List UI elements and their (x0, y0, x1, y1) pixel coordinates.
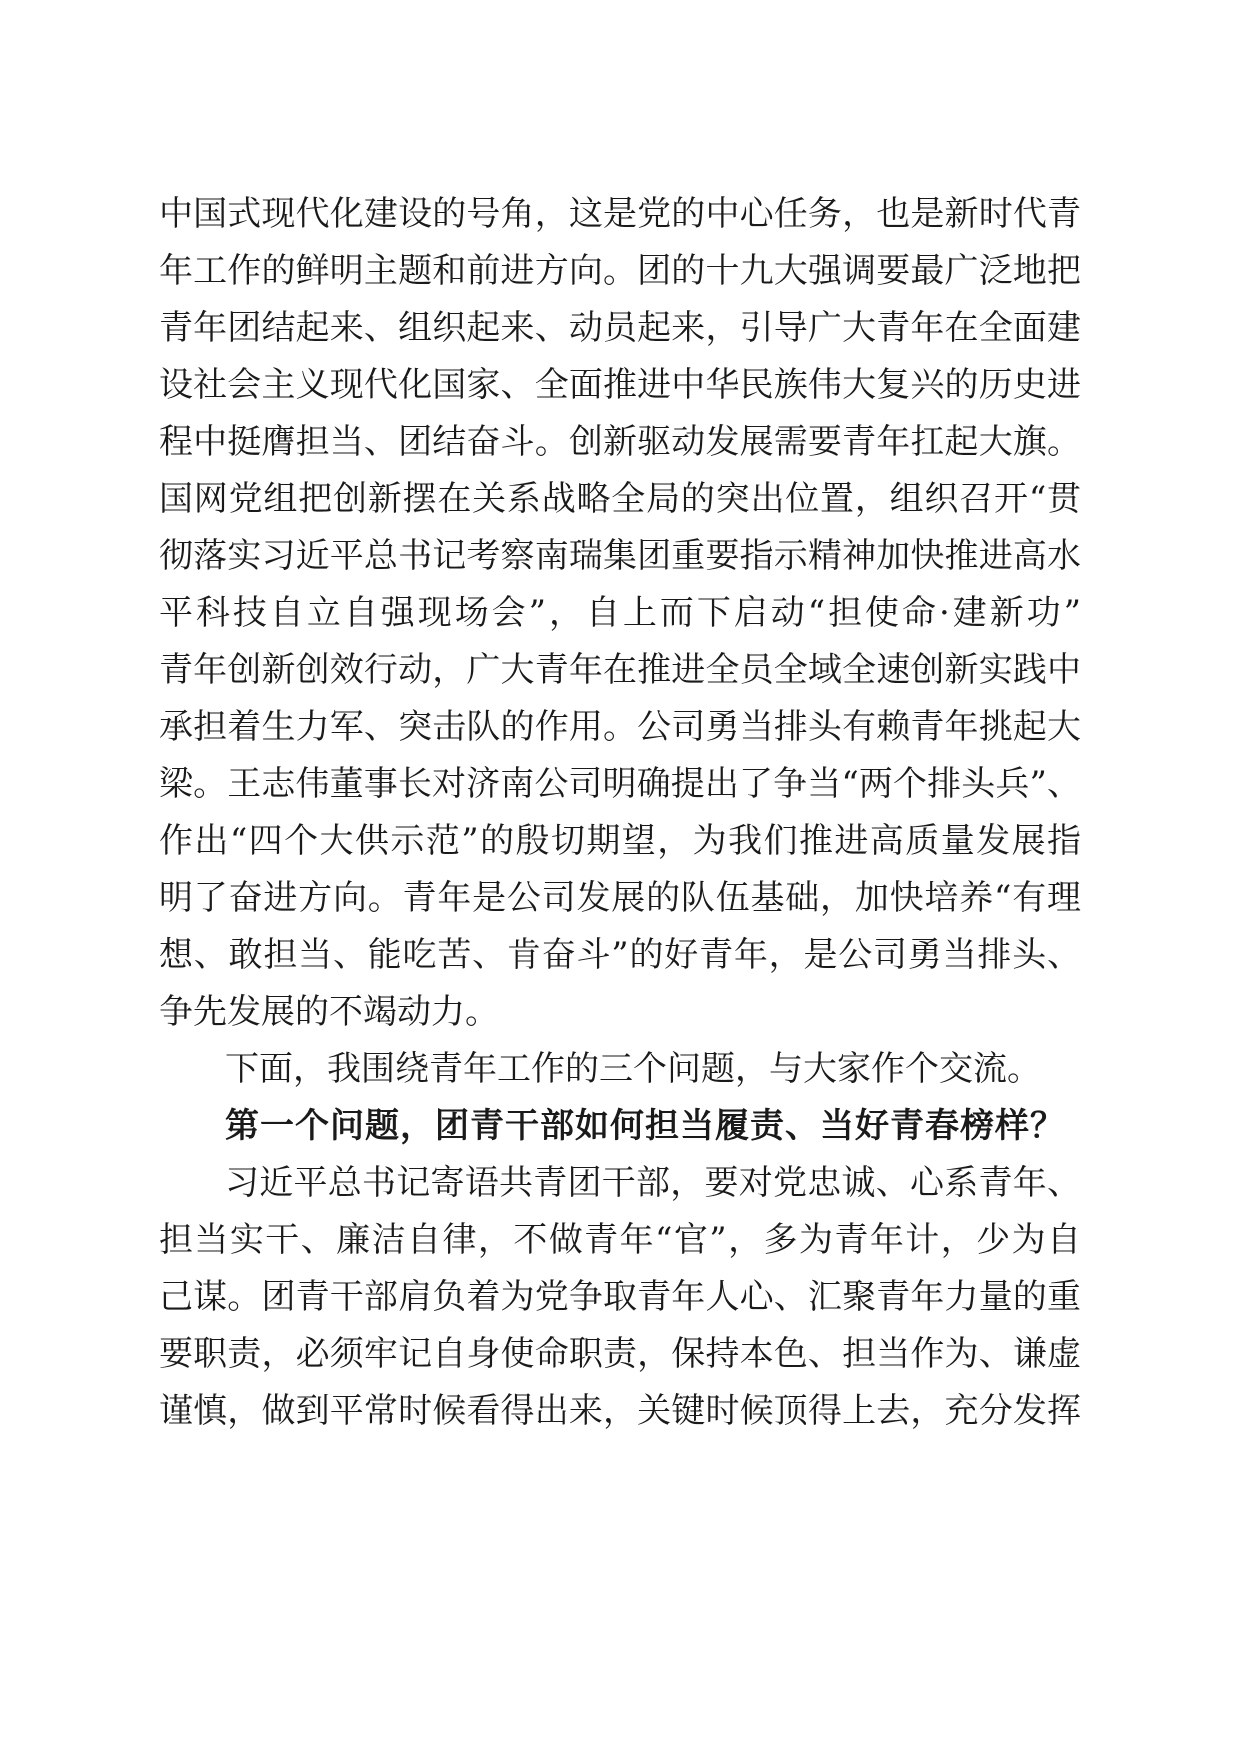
text-line: 青年团结起来、组织起来、动员起来，引导广大青年在全面建 (159, 308, 1081, 348)
text-line: 下面，我围绕青年工作的三个问题，与大家作个交流。 (225, 1049, 1041, 1089)
body-text (159, 186, 1081, 1440)
text-line: 梁。王志伟董事长对济南公司明确提出了争当“两个排头兵”、 (159, 764, 1081, 804)
text-line: 己谋。团青干部肩负着为党争取青年人心、汇聚青年力量的重 (159, 1277, 1081, 1317)
text-line: 承担着生力军、突击队的作用。公司勇当排头有赖青年挑起大 (159, 707, 1081, 747)
text-line: 程中挺膺担当、团结奋斗。创新驱动发展需要青年扛起大旗。 (159, 422, 1081, 462)
text-line: 习近平总书记寄语共青团干部，要对党忠诚、心系青年、 (225, 1163, 1081, 1203)
text-line: 设社会主义现代化国家、全面推进中华民族伟大复兴的历史进 (159, 365, 1081, 405)
text-line: 要职责，必须牢记自身使命职责，保持本色、担当作为、谦虚 (159, 1334, 1081, 1374)
text-line: 作出“四个大供示范”的殷切期望，为我们推进高质量发展指 (159, 821, 1081, 861)
text-line: 年工作的鲜明主题和前进方向。团的十九大强调要最广泛地把 (159, 251, 1081, 291)
text-line: 彻落实习近平总书记考察南瑞集团重要指示精神加快推进高水 (159, 536, 1081, 576)
text-line: 担当实干、廉洁自律，不做青年“官”，多为青年计，少为自 (159, 1220, 1081, 1260)
text-line: 争先发展的不竭动力。 (159, 992, 499, 1032)
text-line: 国网党组把创新摆在关系战略全局的突出位置，组织召开“贯 (159, 479, 1081, 519)
text-line: 平科技自立自强现场会”，自上而下启动“担使命·建新功” (159, 593, 1081, 633)
text-line: 谨慎，做到平常时候看得出来，关键时候顶得上去，充分发挥 (159, 1391, 1081, 1431)
text-line: 中国式现代化建设的号角，这是党的中心任务，也是新时代青 (159, 194, 1081, 234)
text-line: 想、敢担当、能吃苦、肯奋斗”的好青年，是公司勇当排头、 (159, 935, 1081, 975)
section-heading: 第一个问题，团青干部如何担当履责、当好青春榜样？ (225, 1106, 1065, 1146)
text-line: 青年创新创效行动，广大青年在推进全员全域全速创新实践中 (159, 650, 1081, 690)
text-line: 明了奋进方向。青年是公司发展的队伍基础，加快培养“有理 (159, 878, 1081, 918)
